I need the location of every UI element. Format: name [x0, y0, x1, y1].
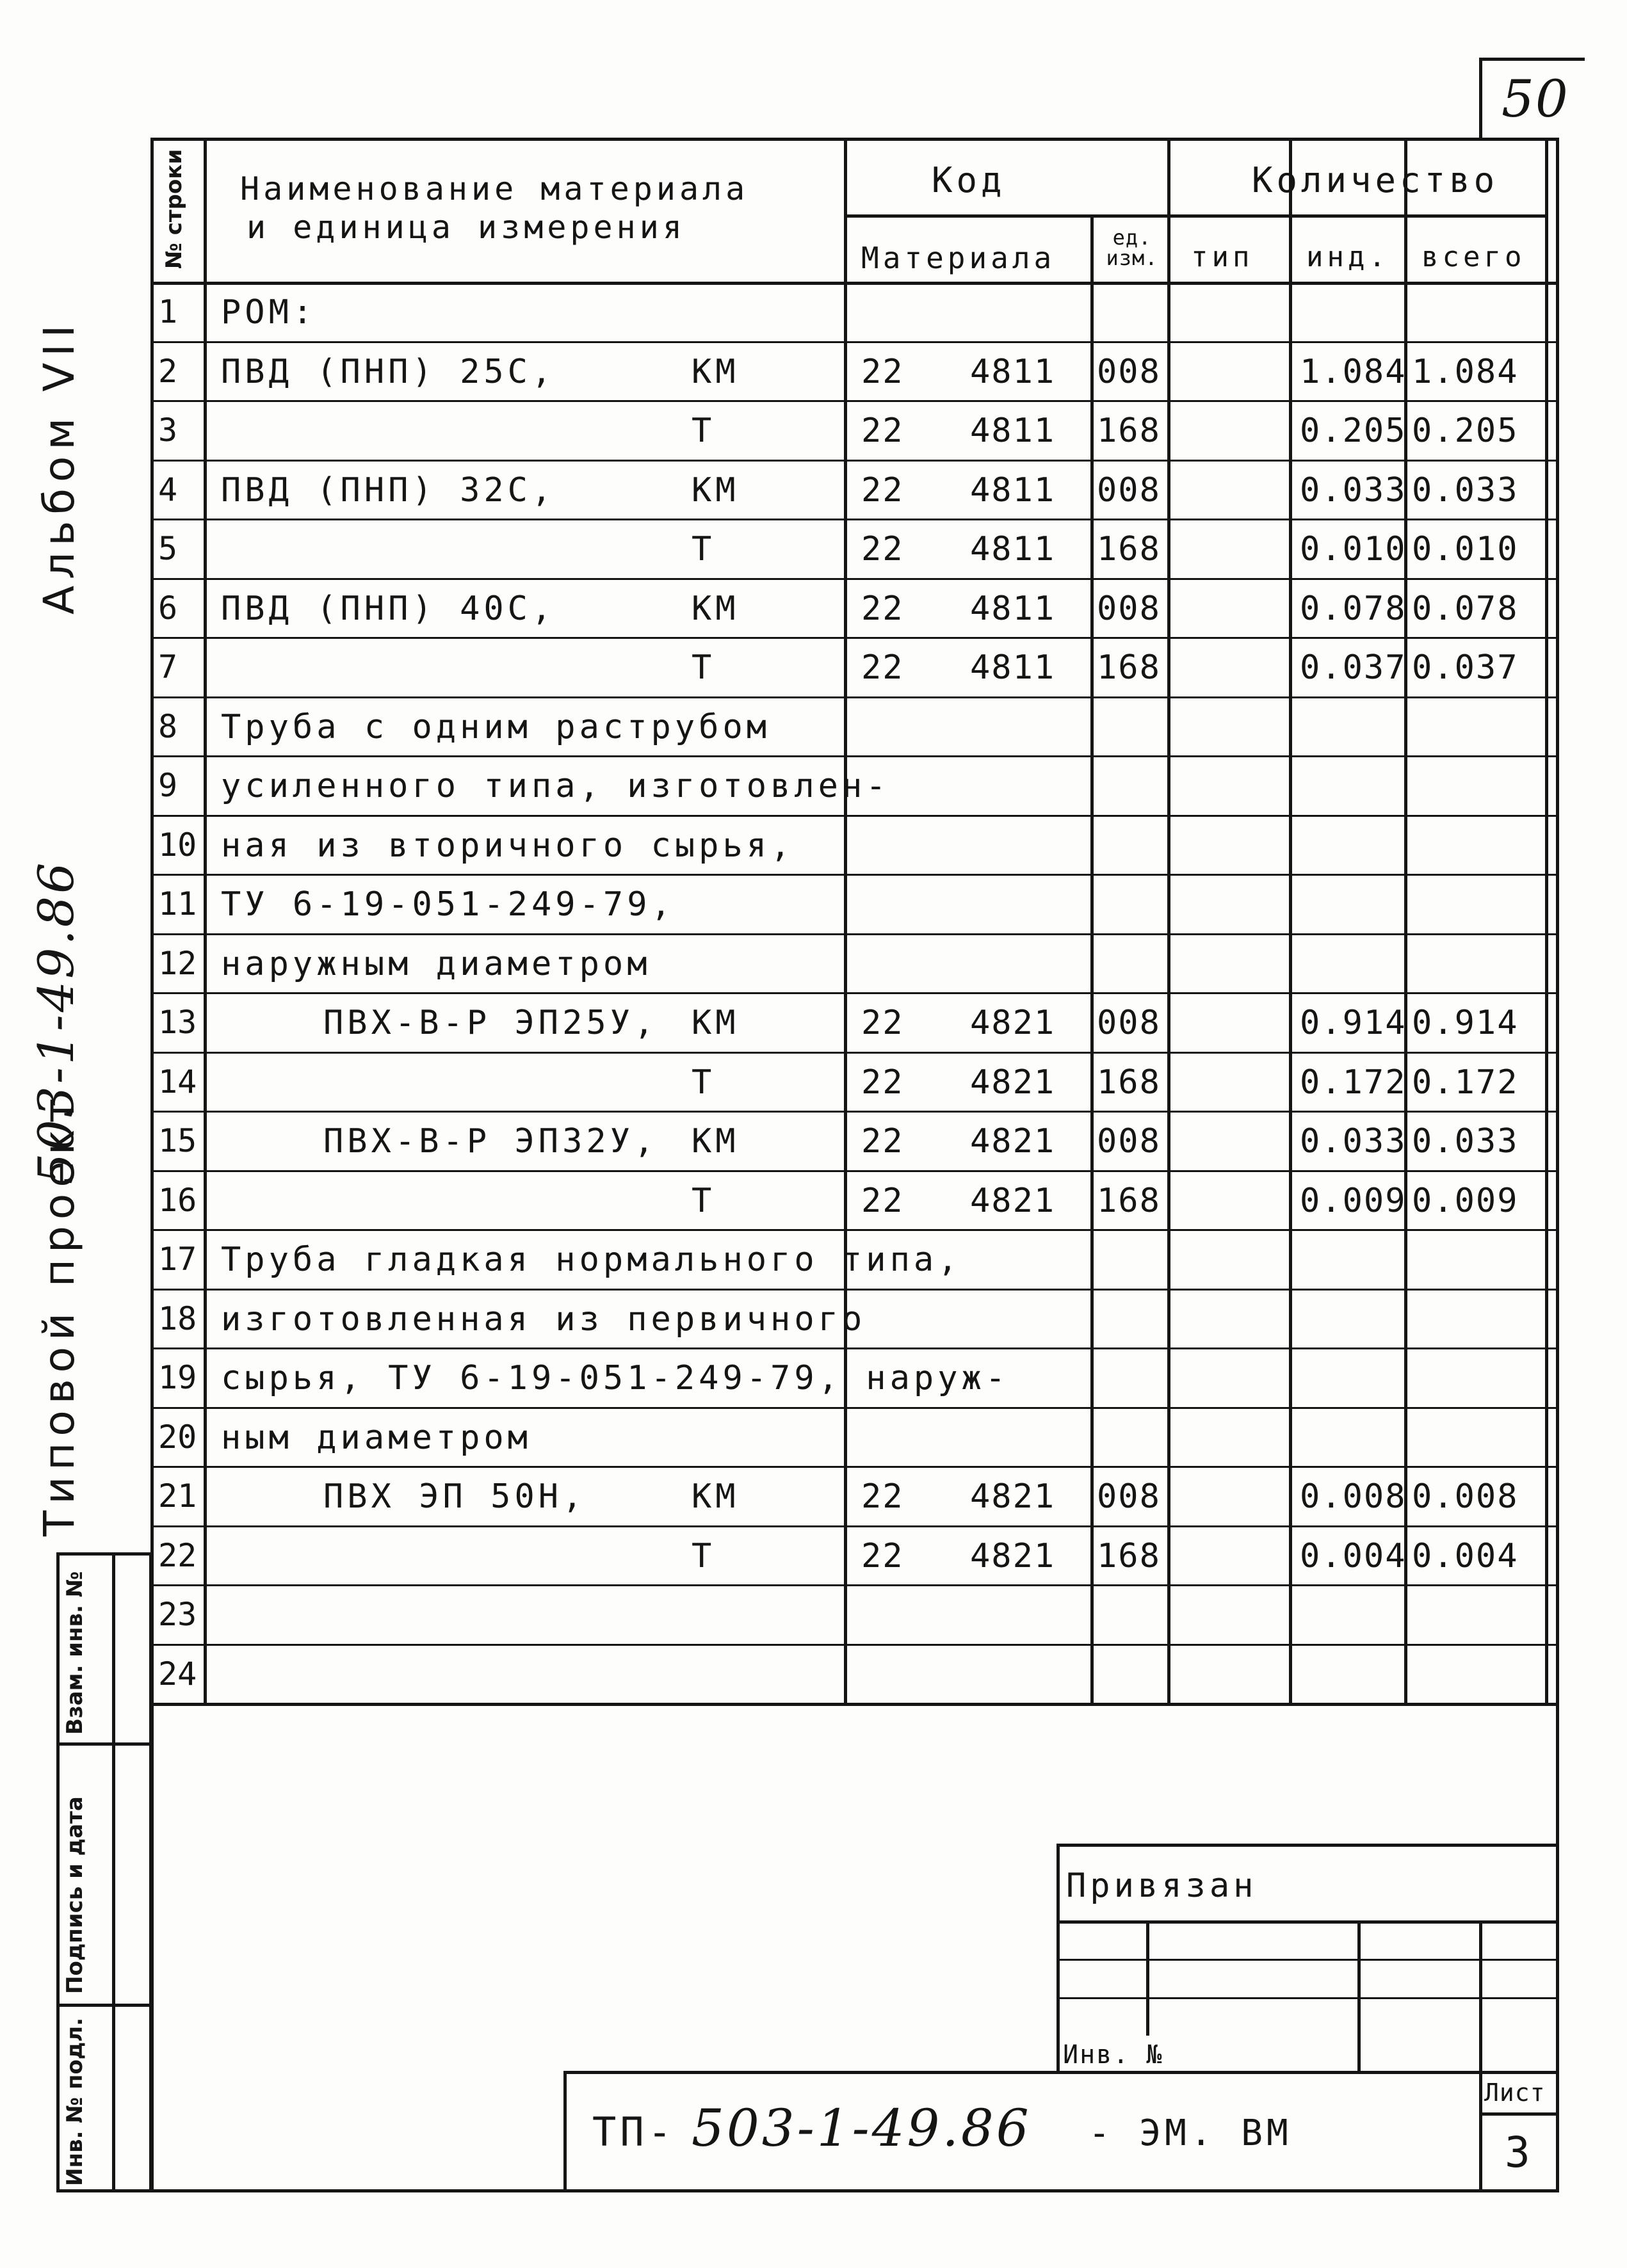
row-name: РОМ:	[221, 293, 317, 332]
row-unit: КМ	[692, 470, 740, 510]
page-number: 50	[1502, 69, 1569, 129]
row-name: усиленного типа, изготовлен-	[221, 767, 890, 805]
project-number-side: 503-1-49.86	[28, 860, 85, 1184]
row-code-unit: 168	[1097, 1181, 1161, 1220]
row-unit: Т	[692, 530, 716, 568]
row-name: изготовленная из первичного	[221, 1299, 866, 1339]
header-code-material: Материала	[861, 241, 1056, 275]
row-number: 17	[158, 1241, 197, 1278]
row-code-group: 22	[861, 352, 904, 391]
row-number: 20	[158, 1418, 197, 1456]
attached-label: Привязан	[1066, 1867, 1258, 1905]
row-number: 1	[158, 293, 178, 330]
row-unit: Т	[692, 1181, 716, 1220]
header-qty-type: тип	[1191, 241, 1254, 273]
row-number: 6	[158, 589, 178, 627]
row-number: 24	[158, 1655, 197, 1693]
row-name: Труба с одним раструбом	[221, 707, 771, 746]
doc-prefix: ТП-	[592, 2109, 676, 2155]
row-qty-total: 0.914	[1412, 1004, 1519, 1042]
row-code-material: 4811	[970, 470, 1056, 510]
row-number: 21	[158, 1477, 197, 1515]
row-unit: Т	[692, 412, 716, 450]
row-number: 2	[158, 352, 178, 390]
row-code-group: 22	[861, 589, 904, 628]
row-code-unit: 008	[1097, 352, 1161, 391]
header-name-line1: Наименование материала	[240, 170, 749, 207]
doc-number: 503-1-49.86	[692, 2098, 1032, 2158]
row-qty-total: 1.084	[1412, 352, 1519, 391]
row-name: ТУ 6-19-051-249-79,	[221, 885, 675, 924]
row-code-group: 22	[861, 1181, 904, 1220]
stamp-inv-podl: Инв. № подл.	[62, 2017, 88, 2186]
row-number: 9	[158, 767, 178, 804]
row-qty-ind: 0.004	[1300, 1536, 1407, 1575]
row-number: 16	[158, 1181, 197, 1219]
row-code-unit: 008	[1097, 470, 1161, 510]
row-qty-total: 0.037	[1412, 648, 1519, 687]
row-code-material: 4811	[970, 412, 1056, 450]
row-qty-ind: 0.037	[1300, 648, 1407, 687]
row-qty-total: 0.010	[1412, 530, 1519, 568]
row-code-unit: 168	[1097, 412, 1161, 450]
row-code-material: 4821	[970, 1536, 1056, 1575]
row-qty-total: 0.004	[1412, 1536, 1519, 1575]
row-code-group: 22	[861, 648, 904, 687]
row-name: Труба гладкая нормального типа,	[221, 1241, 962, 1279]
row-qty-total: 0.205	[1412, 412, 1519, 450]
row-number: 12	[158, 944, 197, 982]
row-number: 14	[158, 1063, 197, 1100]
row-qty-ind: 0.010	[1300, 530, 1407, 568]
project-label: Типовой проект	[35, 1091, 84, 1536]
row-name: ным диаметром	[221, 1418, 531, 1457]
row-name: ПВД (ПНП) 40С,	[221, 589, 556, 628]
header-quantity: Количество	[1252, 160, 1499, 200]
row-qty-total: 0.172	[1412, 1063, 1519, 1102]
row-qty-ind: 0.172	[1300, 1063, 1407, 1102]
row-code-group: 22	[861, 530, 904, 568]
row-qty-total: 0.033	[1412, 470, 1519, 510]
row-number: 11	[158, 885, 197, 922]
row-qty-ind: 0.008	[1300, 1477, 1407, 1516]
header-qty-total: всего	[1421, 241, 1526, 273]
row-code-unit: 008	[1097, 1477, 1161, 1516]
row-code-group: 22	[861, 1122, 904, 1161]
row-code-material: 4811	[970, 589, 1056, 628]
row-qty-ind: 0.009	[1300, 1181, 1407, 1220]
row-code-unit: 168	[1097, 648, 1161, 687]
row-number: 7	[158, 648, 178, 686]
row-unit: КМ	[692, 1004, 740, 1042]
row-code-unit: 168	[1097, 530, 1161, 568]
row-number: 15	[158, 1122, 197, 1159]
row-number: 5	[158, 530, 178, 567]
row-qty-total: 0.008	[1412, 1477, 1519, 1516]
doc-suffix: - ЭМ. ВМ	[1089, 2112, 1292, 2154]
sheet-number: 3	[1505, 2128, 1534, 2177]
stamp-signature-date: Подпись и дата	[62, 1796, 88, 1994]
row-code-material: 4811	[970, 530, 1056, 568]
row-code-group: 22	[861, 412, 904, 450]
row-name: ПВХ ЭП 50Н,	[323, 1477, 587, 1516]
header-name-line2: и единица измерения	[247, 209, 686, 246]
row-code-group: 22	[861, 470, 904, 510]
row-code-unit: 008	[1097, 1122, 1161, 1161]
row-name: ПВХ-В-Р ЭП25У,	[323, 1004, 658, 1042]
row-code-unit: 008	[1097, 589, 1161, 628]
row-code-group: 22	[861, 1063, 904, 1102]
row-name: сырья, ТУ 6-19-051-249-79, наруж-	[221, 1359, 1010, 1397]
row-number: 4	[158, 470, 178, 508]
row-number: 22	[158, 1536, 197, 1574]
row-number: 10	[158, 826, 197, 864]
stamp-vzam-inv: Взам. инв. №	[62, 1571, 88, 1735]
row-code-group: 22	[861, 1004, 904, 1042]
row-name: ная из вторичного сырья,	[221, 826, 795, 865]
row-qty-total: 0.033	[1412, 1122, 1519, 1161]
row-unit: КМ	[692, 1122, 740, 1161]
row-name: ПВД (ПНП) 25С,	[221, 352, 556, 391]
row-qty-ind: 0.078	[1300, 589, 1407, 628]
row-qty-ind: 0.205	[1300, 412, 1407, 450]
row-unit: КМ	[692, 1477, 740, 1516]
row-qty-ind: 0.033	[1300, 1122, 1407, 1161]
row-code-unit: 168	[1097, 1063, 1161, 1102]
row-number: 18	[158, 1299, 197, 1337]
row-number: 23	[158, 1596, 197, 1633]
row-name: наружным диаметром	[221, 944, 651, 983]
row-unit: КМ	[692, 589, 740, 628]
row-code-group: 22	[861, 1536, 904, 1575]
row-number: 13	[158, 1004, 197, 1041]
row-qty-ind: 0.033	[1300, 470, 1407, 510]
header-qty-ind: инд.	[1306, 241, 1389, 273]
row-name: ПВД (ПНП) 32С,	[221, 470, 556, 510]
row-qty-ind: 0.914	[1300, 1004, 1407, 1042]
row-code-unit: 168	[1097, 1536, 1161, 1575]
row-qty-total: 0.078	[1412, 589, 1519, 628]
row-code-material: 4811	[970, 352, 1056, 391]
row-code-material: 4811	[970, 648, 1056, 687]
row-number: 19	[158, 1359, 197, 1396]
album-label: Альбом VII	[35, 318, 84, 615]
row-unit: КМ	[692, 352, 740, 391]
row-qty-total: 0.009	[1412, 1181, 1519, 1220]
inv-no-label: Инв. №	[1063, 2040, 1163, 2070]
row-code-material: 4821	[970, 1181, 1056, 1220]
row-unit: Т	[692, 1536, 716, 1575]
row-unit: Т	[692, 1063, 716, 1102]
header-code: Код	[932, 160, 1006, 200]
spec-table	[150, 138, 1559, 1748]
header-row-number: № строки	[161, 149, 187, 269]
header-code-unit: ед. изм.	[1106, 225, 1158, 270]
row-number: 8	[158, 707, 178, 745]
row-unit: Т	[692, 648, 716, 687]
sheet-label: Лист	[1484, 2079, 1546, 2107]
row-qty-ind: 1.084	[1300, 352, 1407, 391]
row-code-group: 22	[861, 1477, 904, 1516]
row-name: ПВХ-В-Р ЭП32У,	[323, 1122, 658, 1161]
row-code-material: 4821	[970, 1063, 1056, 1102]
row-code-material: 4821	[970, 1004, 1056, 1042]
row-number: 3	[158, 412, 178, 449]
row-code-unit: 008	[1097, 1004, 1161, 1042]
row-code-material: 4821	[970, 1122, 1056, 1161]
row-code-material: 4821	[970, 1477, 1056, 1516]
